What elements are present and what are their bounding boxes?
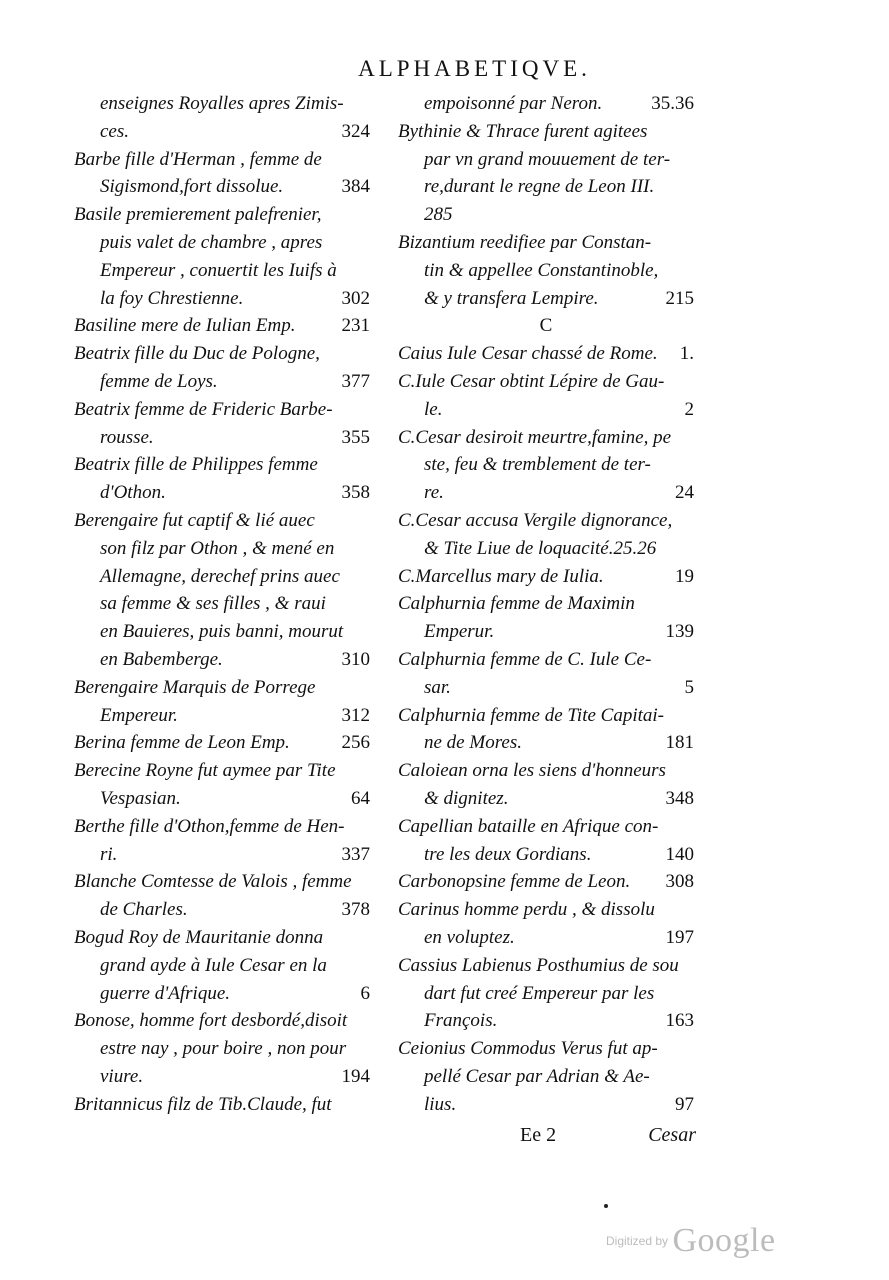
entry-line: estre nay , pour boire , non pour (100, 1038, 347, 1060)
entry-last-line (398, 1007, 694, 1035)
entry-line: re,durant le regne de Leon III. (424, 176, 655, 198)
entry-line: ne de Mores. (424, 732, 522, 754)
entry-line: Berengaire fut captif & lié auec (74, 509, 315, 531)
index-entry (398, 368, 694, 424)
index-entry (398, 507, 694, 563)
entry-last-line (74, 312, 370, 340)
entry-line: d'Othon. (100, 482, 166, 504)
entry-last-line (398, 924, 694, 952)
entry-line: Barbe fille d'Herman , femme de (74, 148, 322, 170)
page-number: 197 (665, 926, 694, 948)
entry-line: Beatrix femme de Frideric Barbe- (74, 398, 333, 420)
page-number: 163 (665, 1010, 694, 1032)
section-letter: C (539, 315, 553, 337)
entry-line: Ceionius Commodus Verus fut ap- (398, 1038, 658, 1060)
entry-line: rousse. (100, 426, 154, 448)
page-number: 35.36 (651, 93, 694, 114)
entry-line: Bizantium reedifiee par Constan- (398, 231, 652, 253)
index-entry (74, 396, 370, 452)
entry-line: dart fut creé Empereur par les (424, 982, 655, 1004)
entry-line: & Tite Liue de loquacité.25.26 (424, 537, 657, 559)
entry-last-line (74, 118, 370, 146)
entry-line: femme de Loys. (100, 370, 218, 392)
index-entry (398, 813, 694, 869)
entry-last-line (74, 479, 370, 507)
entry-last-line (74, 285, 370, 313)
page-number: 181 (665, 732, 694, 754)
entry-line: viure. (100, 1065, 144, 1087)
entry-line: & y transfera Lempire. (424, 287, 599, 309)
page-number: 308 (665, 871, 694, 893)
page-number: 256 (341, 732, 370, 754)
entry-line: Basiline mere de Iulian Emp. (74, 315, 296, 337)
entry-line: Bogud Roy de Mauritanie donna (74, 926, 324, 948)
entry-line: & dignitez. (424, 787, 509, 809)
page-number: 377 (341, 370, 370, 392)
page-number: 5 (684, 676, 694, 698)
entry-line: Britannicus filz de Tib.Claude, fut (74, 1093, 332, 1115)
entry-last-line (74, 841, 370, 869)
page-number: 324 (341, 120, 370, 142)
index-entry (398, 424, 694, 507)
index-entry (398, 896, 694, 952)
entry-last-line (398, 396, 694, 424)
entry-line: C.Cesar accusa Vergile dignorance, (398, 509, 673, 531)
index-column-right (398, 90, 694, 1118)
entry-last-line (74, 646, 370, 674)
entry-last-line (74, 980, 370, 1008)
index-entry (74, 90, 370, 146)
entry-line: Caloiean orna les siens d'honneurs (398, 760, 666, 782)
page-number: 355 (341, 426, 370, 448)
entry-line: Calphurnia femme de C. Iule Ce- (398, 648, 652, 670)
index-entry (74, 146, 370, 202)
entry-last-line (398, 285, 694, 313)
entry-line: Allemagne, derechef prins auec (100, 565, 340, 587)
entry-last-line (398, 90, 694, 118)
entry-last-line (74, 368, 370, 396)
entry-line: Berengaire Marquis de Porrege (74, 676, 316, 698)
catchword: Cesar (648, 1124, 696, 1146)
entry-last-line (398, 1091, 694, 1119)
entry-line: C.Iule Cesar obtint Lépire de Gau- (398, 370, 665, 392)
watermark-prefix: Digitized by (606, 1234, 669, 1248)
page-number: 378 (341, 899, 370, 921)
index-entry (74, 201, 370, 312)
entry-last-line (74, 785, 370, 813)
entry-line: Berthe fille d'Othon,femme de Hen- (74, 815, 345, 837)
entry-line: grand ayde à Iule Cesar en la (100, 954, 327, 976)
index-entry (74, 1091, 370, 1119)
index-entry (74, 813, 370, 869)
entry-last-line (398, 785, 694, 813)
entry-last-line (398, 563, 694, 591)
page-number: 2 (684, 398, 694, 420)
entry-line: puis valet de chambre , apres (100, 231, 323, 253)
page-number: 6 (360, 982, 370, 1004)
entry-line: Beatrix fille de Philippes femme (74, 454, 318, 476)
entry-last-line (398, 340, 694, 368)
entry-line: Cassius Labienus Posthumius de sou (398, 954, 679, 976)
page-number: 1. (679, 343, 694, 365)
index-entry (398, 757, 694, 813)
ink-dot (604, 1204, 608, 1208)
entry-last-line (74, 1063, 370, 1091)
entry-line: C.Cesar desiroit meurtre,famine, pe (398, 426, 672, 448)
entry-line: re. (424, 482, 444, 504)
entry-line: Carbonopsine femme de Leon. (398, 871, 631, 893)
page-number: 310 (341, 648, 370, 670)
entry-line: sa femme & ses filles , & raui (100, 593, 326, 615)
entry-last-line (74, 896, 370, 924)
index-entry (74, 451, 370, 507)
page-number: 384 (341, 176, 370, 198)
page-number: 231 (341, 315, 370, 337)
entry-line: Blanche Comtesse de Valois , femme (74, 871, 352, 893)
entry-line: pellé Cesar par Adrian & Ae- (424, 1065, 650, 1087)
entry-line: la foy Chrestienne. (100, 287, 244, 309)
page-number: 312 (341, 704, 370, 726)
entry-line: François. (424, 1010, 498, 1032)
entry-line: Berecine Royne fut aymee par Tite (74, 760, 336, 782)
entry-line: Caius Iule Cesar chassé de Rome. (398, 343, 658, 365)
entry-last-line (74, 702, 370, 730)
entry-line: ste, feu & tremblement de ter- (424, 454, 651, 476)
entry-line: ces. (100, 120, 130, 142)
entry-line: Carinus homme perdu , & dissolu (398, 899, 655, 921)
entry-last-line (398, 618, 694, 646)
index-entry (398, 590, 694, 646)
entry-line: sar. (424, 676, 451, 698)
index-entry (74, 757, 370, 813)
signature-mark: Ee 2 (520, 1124, 557, 1146)
index-entry (74, 507, 370, 674)
running-head: ALPHABETIQVE. (358, 56, 591, 81)
entry-last-line (398, 868, 694, 896)
entry-line: Basile premierement palefrenier, (74, 204, 322, 226)
index-entry (74, 729, 370, 757)
entry-line: Calphurnia femme de Maximin (398, 593, 635, 615)
index-entry (398, 90, 694, 118)
entry-line: en Babemberge. (100, 648, 223, 670)
entry-line: guerre d'Afrique. (100, 982, 231, 1004)
index-entry (398, 868, 694, 896)
entry-line: C.Marcellus mary de Iulia. (398, 565, 604, 587)
digitized-watermark (606, 1222, 776, 1260)
entry-line: en voluptez. (424, 926, 515, 948)
index-entry (398, 702, 694, 758)
entry-line: Bonose, homme fort desbordé,disoit (74, 1010, 348, 1032)
entry-line: lius. (424, 1093, 457, 1115)
entry-line: Beatrix fille du Duc de Pologne, (74, 343, 320, 365)
page-number: 97 (675, 1093, 694, 1115)
index-entry (74, 674, 370, 730)
entry-line: Capellian bataille en Afrique con- (398, 815, 659, 837)
index-entry (398, 563, 694, 591)
index-column-left (74, 90, 370, 1118)
index-entry (398, 646, 694, 702)
entry-last-line (398, 479, 694, 507)
entry-line: Empereur. (100, 704, 178, 726)
entry-line: Sigismond,fort dissolue. (100, 176, 284, 198)
index-entry (74, 1007, 370, 1090)
page-number: 358 (341, 482, 370, 504)
page-number: 215 (665, 287, 694, 309)
entry-last-line (74, 173, 370, 201)
index-entry (74, 340, 370, 396)
entry-line: tre les deux Gordians. (424, 843, 592, 865)
index-entry (398, 1035, 694, 1118)
entry-line: tin & appellee Constantinoble, (424, 259, 659, 281)
entry-last-line (74, 424, 370, 452)
index-entry (74, 868, 370, 924)
entry-last-line (398, 674, 694, 702)
index-entry (398, 229, 694, 312)
entry-line: de Charles. (100, 899, 188, 921)
entry-line: 285 (424, 204, 453, 226)
page-number: 348 (665, 787, 694, 809)
page-number: 337 (341, 843, 370, 865)
entry-line: en Bauieres, puis banni, mourut (100, 621, 344, 643)
index-entry (74, 924, 370, 1007)
page-number: 140 (665, 843, 694, 865)
page-number: 139 (665, 621, 694, 643)
entry-last-line (398, 729, 694, 757)
entry-line: enseignes Royalles apres Zimis- (100, 93, 344, 114)
page-number: 302 (341, 287, 370, 309)
index-entry (398, 118, 694, 229)
entry-line: son filz par Othon , & mené en (100, 537, 335, 559)
entry-line: empoisonné par Neron. (424, 93, 603, 114)
index-entry (398, 340, 694, 368)
entry-line: Calphurnia femme de Tite Capitai- (398, 704, 664, 726)
page-number: 24 (675, 482, 694, 504)
entry-line: Emperur. (424, 621, 495, 643)
page-number: 19 (675, 565, 694, 587)
google-logo: Google (672, 1222, 776, 1259)
entry-last-line (398, 841, 694, 869)
entry-line: par vn grand mouuement de ter- (424, 148, 671, 170)
index-entry (74, 312, 370, 340)
entry-last-line (74, 729, 370, 757)
page-number: 194 (341, 1065, 370, 1087)
page-number: 64 (351, 787, 370, 809)
entry-line: ri. (100, 843, 118, 865)
entry-line: Berina femme de Leon Emp. (74, 732, 290, 754)
entry-line: Empereur , conuertit les Iuifs à (100, 259, 337, 281)
entry-line: Bythinie & Thrace furent agitees (398, 120, 648, 142)
entry-line: le. (424, 398, 443, 420)
entry-line: Vespasian. (100, 787, 181, 809)
index-entry (398, 952, 694, 1035)
